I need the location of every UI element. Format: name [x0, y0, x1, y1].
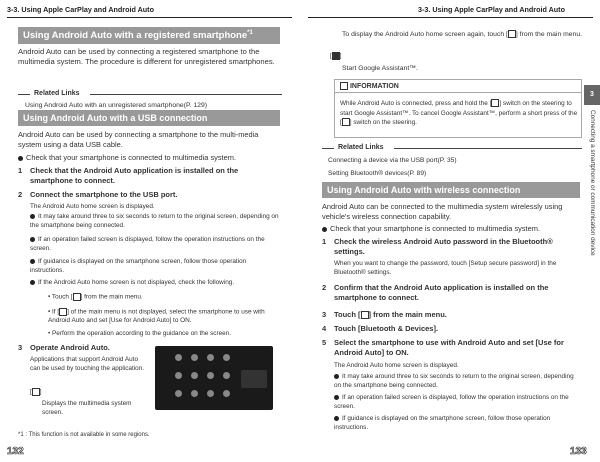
right-step5: Select the smartphone to use with Android Auto and set [Use for Android Auto] to ON. [334, 338, 564, 357]
right-bullet-check: Check that your smartphone is connected to multimedia system. [322, 224, 584, 234]
left-step3: Operate Android Auto. [30, 343, 110, 352]
app-icon [207, 390, 214, 397]
left-header: 3-3. Using Apple CarPlay and Android Auto [7, 5, 154, 14]
left-related-links-label: Related Links [34, 90, 80, 97]
app-icon [207, 354, 214, 361]
app-icon [223, 354, 230, 361]
right-related-links-label: Related Links [338, 144, 384, 151]
left-step3-sub: Applications that support Android Auto can be used by touching the application. [30, 356, 145, 372]
bullet-dot [30, 259, 35, 264]
right-step3: Touch [ ] from the main menu. [334, 310, 447, 319]
left-footnote: *1 : This function is not available in some regions. [18, 432, 150, 438]
right-step3-num: 3 [322, 310, 327, 319]
left-step1: Check that the Android Auto application is installed on the smartphone to connect. [30, 166, 239, 185]
right-step5-b2: If an operation failed screen is displayed, follow the operation instructions on the screen. [334, 394, 569, 410]
rl-line-a [18, 94, 30, 95]
right-step4: Touch [Bluetooth & Devices]. [334, 324, 439, 333]
right-step5-b3: If guidance is displayed on the smartphone screen, follow those operation instructions. [334, 415, 551, 431]
right-step5-sub: The Android Auto home screen is displayed. [334, 362, 459, 369]
right-step5-b1: It may take around three to six seconds to return to the original screen, depending on the smartphone being connected. [334, 373, 574, 389]
left-step2-b2: If an operation failed screen is displayed, follow the operation instructions on the screen. [30, 236, 265, 252]
right-step1: Check the wireless Android Auto password in the Bluetooth® settings. [334, 237, 553, 256]
left-step2: Connect the smartphone to the USB port. [30, 190, 178, 199]
right-header: 3-3. Using Apple CarPlay and Android Auto [418, 5, 565, 14]
bullet-dot [322, 227, 327, 232]
left-header-rule [7, 17, 292, 18]
right-step4-num: 4 [322, 324, 327, 333]
android-auto-icon [508, 30, 516, 38]
android-auto-home-screenshot [155, 346, 273, 410]
info-divider [334, 92, 582, 93]
home-icon [32, 388, 40, 396]
voice-switch-icon [342, 118, 350, 126]
info-label: INFORMATION [340, 82, 399, 90]
bullet-dot [334, 416, 339, 421]
left-step2-b4-s3: • Perform the operation according to the guidance on the screen. [48, 330, 232, 337]
right-section-title: Using Android Auto with wireless connection [322, 182, 580, 198]
chapter-side-text: Connecting a smartphone or communication device [589, 110, 596, 256]
left-step2-sub: The Android Auto home screen is displayed. [30, 203, 155, 210]
left-step1-num: 1 [18, 166, 23, 175]
rl-line-c [322, 148, 334, 149]
mic-icon [332, 52, 340, 60]
left-step3-icon-row: [ ] [30, 388, 42, 396]
bullet-dot [334, 374, 339, 379]
left-step2-b4: If the Android Auto home screen is not displayed, check the following. [30, 279, 282, 288]
left-step2-b1: It may take around three to six seconds to return to the original screen, depending on the smartphone being connected. [30, 213, 279, 229]
right-start-ga: Start Google Assistant™. [342, 65, 418, 72]
app-icon [191, 372, 198, 379]
left-step2-b3: If guidance is displayed on the smartphone screen, follow those operation instructions. [30, 258, 247, 274]
right-related-link-2[interactable]: Setting Bluetooth® devices(P. 89) [328, 170, 427, 177]
right-related-link-1[interactable]: Connecting a device via the USB port(P. 35) [328, 157, 457, 164]
bullet-dot [30, 280, 35, 285]
app-icon [191, 390, 198, 397]
media-widget [241, 370, 267, 388]
app-icon [175, 354, 182, 361]
app-icon [191, 354, 198, 361]
bullet-dot [334, 395, 339, 400]
right-step2-num: 2 [322, 283, 327, 292]
right-sec-intro: Android Auto can be connected to the multimedia system wirelessly using vehicle's wireless connection capability. [322, 202, 563, 221]
left-step2-num: 2 [18, 190, 23, 199]
left-bullet-check: Check that your smartphone is connected to multimedia system. [18, 153, 283, 163]
info-text: While Android Auto is connected, press and hold the [ ] switch on the steering to start Google Assistant™. To cancel Google Assistant™, perform a short press of the [ ] switch on the steering. [340, 100, 578, 126]
right-page-number: 133 [570, 446, 587, 457]
chapter-tab: 3 [584, 85, 600, 105]
right-page [300, 0, 600, 462]
right-step2: Confirm that the Android Auto application is installed on the smartphone to connect. [334, 283, 549, 302]
info-icon [340, 82, 348, 90]
app-icon [175, 372, 182, 379]
right-header-rule [308, 17, 593, 18]
left-step2-b4-s2: • If [ ] of the main menu is not displayed, select the smartphone to use with Android Auto and set [Use for Android Auto] to ON. [48, 308, 265, 325]
android-auto-icon [73, 293, 81, 301]
left-related-link-1[interactable]: Using Android Auto with an unregistered smartphone(P. 129) [25, 102, 207, 109]
left-step3-icon-desc: Displays the multimedia system screen. [42, 400, 132, 416]
left-page-number: 132 [7, 446, 24, 457]
right-step5-num: 5 [322, 338, 327, 347]
left-section-title: Using Android Auto with a registered smartphone$^{*1}$ [18, 27, 280, 44]
left-sub-intro: Android Auto can be used by connecting a smartphone to the multi-media system using a data USB cable. [18, 130, 259, 149]
left-subsection-title: Using Android Auto with a USB connection [18, 110, 280, 126]
right-step1-num: 1 [322, 237, 327, 246]
app-icon [223, 372, 230, 379]
rl-line-b [90, 94, 282, 95]
right-icon-row: ] [330, 52, 360, 61]
left-intro: Android Auto can be used by connecting a registered smartphone to the multimedia system. The procedure is different for unregistered smartphones. [18, 47, 275, 66]
app-icon [175, 390, 182, 397]
bullet-dot [18, 156, 23, 161]
right-step1-sub: When you want to change the password, touch [Setup secure password] in the Bluetooth® settings. [334, 260, 557, 276]
left-step2-b4-s1: • Touch [ ] from the main menu. [48, 293, 143, 301]
app-icon [207, 372, 214, 379]
right-top-text: To display the Android Auto home screen again, touch [ ] from the main menu. [342, 30, 582, 38]
settings-gear-icon [361, 311, 369, 319]
app-icon [223, 390, 230, 397]
bullet-dot [30, 214, 35, 219]
bullet-dot [30, 237, 35, 242]
rl-line-d [394, 148, 582, 149]
android-auto-icon [59, 308, 67, 316]
left-step3-num: 3 [18, 343, 23, 352]
